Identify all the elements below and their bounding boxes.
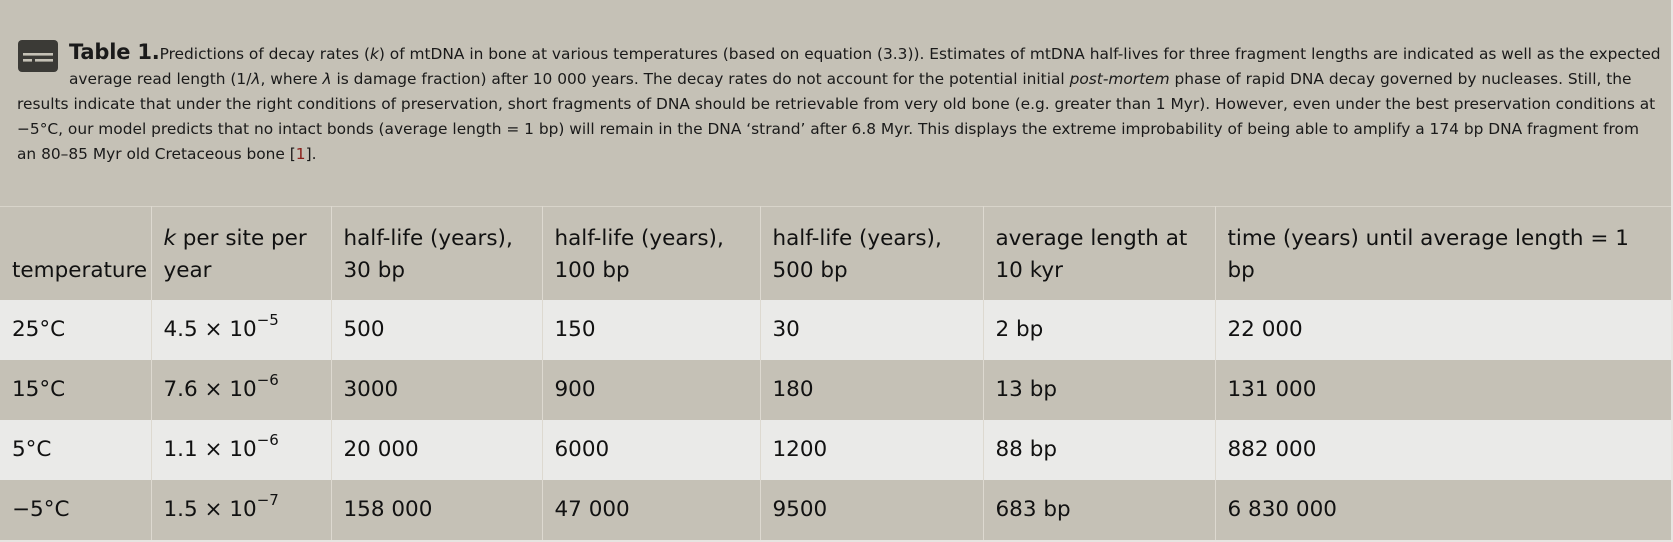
cell-half-life-100: 900	[542, 360, 760, 420]
cell-half-life-500: 9500	[760, 480, 983, 540]
cell-time-until: 6 830 000	[1215, 480, 1671, 540]
header-half-life-30: half-life (years), 30 bp	[331, 207, 542, 300]
cell-half-life-100: 6000	[542, 420, 760, 480]
header-time-until: time (years) until average length = 1 bp	[1215, 207, 1671, 300]
cell-average-length: 88 bp	[983, 420, 1215, 480]
header-half-life-100: half-life (years), 100 bp	[542, 207, 760, 300]
cell-average-length: 683 bp	[983, 480, 1215, 540]
cell-half-life-30: 500	[331, 300, 542, 360]
table-row	[0, 300, 1671, 360]
header-half-life-500: half-life (years), 500 bp	[760, 207, 983, 300]
header-k-per-site: k per site per year	[151, 207, 331, 300]
cell-k: $4.5 \times 10^{-5}$	[151, 300, 331, 360]
caption-text: phase of rapid DNA decay governed by nucleases. Still, the results indicate that under the right conditions of preservation, short fragments of DNA should be retrievable from very old bone (e.g. greater than 1 Myr). However, even under the best preservation conditions at −5°C, our model predicts that no intact bonds (average length = 1 bp) will remain in the DNA ‘strand’ after 6.8 Myr. This displays the extreme improbability of being able to amplify a 174 bp DNA fragment from an 80–85 Myr old Cretaceous bone [	[17, 70, 1656, 163]
decay-rate-table	[0, 206, 1671, 540]
cell-temperature: 25°C	[12, 317, 66, 342]
cell-half-life-100: 150	[542, 300, 760, 360]
cell-temperature: −5°C	[12, 497, 70, 522]
table-row	[0, 480, 1671, 540]
caption-lambda: λ	[251, 70, 261, 88]
cell-half-life-500: 180	[760, 360, 983, 420]
caption-text: , where	[260, 70, 323, 88]
cell-average-length: 13 bp	[983, 360, 1215, 420]
header-temperature: temperature	[12, 257, 148, 283]
reference-link[interactable]: 1	[295, 145, 306, 163]
caption-text: Predictions of decay rates (	[159, 45, 370, 63]
caption-k: k	[369, 45, 379, 63]
table-row	[0, 420, 1671, 480]
caption-post-mortem: post-mortem	[1069, 70, 1170, 88]
cell-half-life-100: 47 000	[542, 480, 760, 540]
cell-temperature: 5°C	[12, 437, 52, 462]
caption-text: ) of mtDNA in bone at various temperatures (based on equation (3.3)). Estimates of mtDNA half-lives for three fragment lengths are indicated as well as the expected average read length (1/	[69, 45, 1661, 88]
table-row	[0, 360, 1671, 420]
cell-k: $7.6 \times 10^{-6}$	[151, 360, 331, 420]
cell-k: $1.5 \times 10^{-7}$	[151, 480, 331, 540]
cell-time-until: 131 000	[1215, 360, 1671, 420]
cell-half-life-500: 30	[760, 300, 983, 360]
cell-time-until: 882 000	[1215, 420, 1671, 480]
cell-average-length: 2 bp	[983, 300, 1215, 360]
caption-lambda: λ	[322, 70, 332, 88]
cell-half-life-30: 20 000	[331, 420, 542, 480]
cell-temperature: 15°C	[12, 377, 66, 402]
table-icon[interactable]	[18, 40, 58, 72]
table-header-row	[0, 207, 1671, 300]
cell-half-life-30: 3000	[331, 360, 542, 420]
table-label: Table 1.	[69, 40, 160, 64]
table-caption	[17, 40, 1662, 167]
cell-k: $1.1 \times 10^{-6}$	[151, 420, 331, 480]
cell-half-life-500: 1200	[760, 420, 983, 480]
cell-half-life-30: 158 000	[331, 480, 542, 540]
caption-text: is damage fraction) after 10 000 years. The decay rates do not account for the potential initial	[331, 70, 1070, 88]
header-average-length: average length at 10 kyr	[983, 207, 1215, 300]
caption-text: ].	[305, 145, 317, 163]
cell-time-until: 22 000	[1215, 300, 1671, 360]
